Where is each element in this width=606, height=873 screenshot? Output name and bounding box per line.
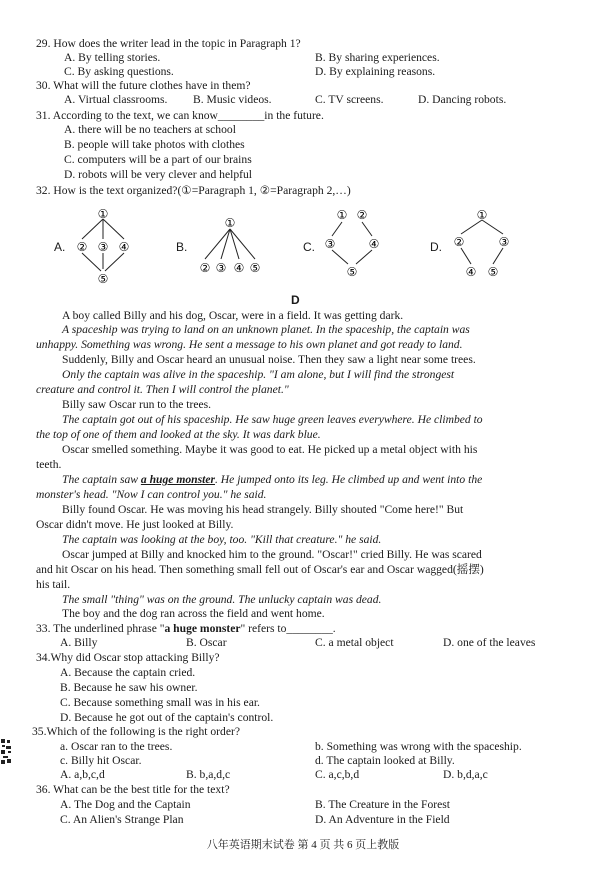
passage-line: The boy and the dog ran across the field and went home. xyxy=(62,607,325,620)
passage-line: his tail. xyxy=(36,578,71,591)
passage-line: teeth. xyxy=(36,458,62,471)
q34-stem: 34.Why did Oscar stop attacking Billy? xyxy=(36,651,220,664)
qr-code-icon xyxy=(0,738,13,766)
passage-fragment: . He jumped onto its leg. He climbed up and went into the xyxy=(215,473,483,486)
q32-option-a-label[interactable]: A. xyxy=(54,240,66,254)
passage-line: Billy found Oscar. He was moving his head strangely. Billy shouted "Come here!" But xyxy=(62,503,464,516)
q34-option-b[interactable]: B. Because he saw his owner. xyxy=(60,681,198,694)
passage-line: creature and control it. Then I will control the planet." xyxy=(36,383,289,396)
q33-stem-post: " refers to________. xyxy=(240,622,336,635)
q35-event-d: d. The captain looked at Billy. xyxy=(315,754,455,767)
q36-stem: 36. What can be the best title for the text? xyxy=(36,783,230,796)
q34-option-c[interactable]: C. Because something small was in his ear. xyxy=(60,696,260,709)
node-5: ⑤ xyxy=(346,265,358,279)
node-4: ④ xyxy=(118,240,130,254)
q36-option-c[interactable]: C. An Alien's Strange Plan xyxy=(60,813,184,826)
section-heading-d: D xyxy=(291,293,300,307)
q29-stem: 29. How does the writer lead in the topic in Paragraph 1? xyxy=(36,37,301,50)
q30-option-d[interactable]: D. Dancing robots. xyxy=(418,93,507,106)
node-4: ④ xyxy=(368,237,380,251)
node-5: ⑤ xyxy=(249,261,261,275)
page-footer: 八年英语期末试卷 第 4 页 共 6 页上教版 xyxy=(206,839,400,851)
q31-option-b[interactable]: B. people will take photos with clothes xyxy=(64,138,245,151)
q29-option-c[interactable]: C. By asking questions. xyxy=(64,65,174,78)
q33-option-b[interactable]: B. Oscar xyxy=(186,636,227,649)
q32-option-b-label[interactable]: B. xyxy=(176,240,188,254)
passage-line: A spaceship was trying to land on an unknown planet. In the spaceship, the captain was xyxy=(62,323,470,336)
node-1: ① xyxy=(97,207,109,221)
passage-line xyxy=(62,473,482,487)
passage-line: unhappy. Something was wrong. He sent a message to his own planet and got ready to land. xyxy=(36,338,463,351)
q31-option-a[interactable]: A. there will be no teachers at school xyxy=(64,123,236,136)
q33-option-c[interactable]: C. a metal object xyxy=(315,636,394,649)
node-1: ① xyxy=(224,216,236,230)
q31-stem: 31. According to the text, we can know________in the future. xyxy=(36,109,324,122)
passage-line: Suddenly, Billy and Oscar heard an unusual noise. Then they saw a light near some trees. xyxy=(62,353,476,366)
q35-event-b: b. Something was wrong with the spaceship. xyxy=(315,740,522,753)
node-3: ③ xyxy=(97,240,109,254)
q33-stem xyxy=(36,622,336,636)
q32-option-c-label[interactable]: C. xyxy=(303,240,315,254)
node-5: ⑤ xyxy=(97,272,109,286)
node-2: ② xyxy=(76,240,88,254)
passage-line: and hit Oscar on his head. Then something small fell out of Oscar's ear and Oscar wagged(摇摆) xyxy=(36,563,484,576)
node-3: ③ xyxy=(324,237,336,251)
passage-line: Oscar didn't move. He just looked at Billy. xyxy=(36,518,234,531)
node-1: ① xyxy=(336,208,348,222)
q29-option-a[interactable]: A. By telling stories. xyxy=(64,51,161,64)
q35-option-d[interactable]: D. b,d,a,c xyxy=(443,768,488,781)
q36-option-b[interactable]: B. The Creature in the Forest xyxy=(315,798,451,811)
q31-option-c[interactable]: C. computers will be a part of our brains xyxy=(64,153,252,166)
passage-line: Billy saw Oscar run to the trees. xyxy=(62,398,212,411)
passage-line: The captain was looking at the boy, too. "Kill that creature." he said. xyxy=(62,533,382,546)
q35-stem: 35.Which of the following is the right order? xyxy=(32,725,240,738)
q35-option-a[interactable]: A. a,b,c,d xyxy=(60,768,105,781)
q33-stem-phrase: a huge monster xyxy=(164,622,241,635)
node-3: ③ xyxy=(215,261,227,275)
passage-line: The small "thing" was on the ground. The unlucky captain was dead. xyxy=(62,593,382,606)
q35-option-b[interactable]: B. b,a,d,c xyxy=(186,768,231,781)
node-2: ② xyxy=(356,208,368,222)
q33-option-a[interactable]: A. Billy xyxy=(60,636,98,649)
q35-event-c: c. Billy hit Oscar. xyxy=(60,754,142,767)
q29-option-b[interactable]: B. By sharing experiences. xyxy=(315,51,440,64)
q30-stem: 30. What will the future clothes have in them? xyxy=(36,79,251,92)
q34-option-a[interactable]: A. Because the captain cried. xyxy=(60,666,196,679)
q30-option-c[interactable]: C. TV screens. xyxy=(315,93,384,106)
node-3: ③ xyxy=(498,235,510,249)
passage-line: Oscar jumped at Billy and knocked him to the ground. "Oscar!" cried Billy. He was scared xyxy=(62,548,482,561)
passage-line: monster's head. "Now I can control you." he said. xyxy=(36,488,267,501)
q33-option-d[interactable]: D. one of the leaves xyxy=(443,636,536,649)
q34-option-d[interactable]: D. Because he got out of the captain's control. xyxy=(60,711,274,724)
q36-option-a[interactable]: A. The Dog and the Captain xyxy=(60,798,191,811)
passage-line: A boy called Billy and his dog, Oscar, were in a field. It was getting dark. xyxy=(62,309,404,322)
node-4: ④ xyxy=(233,261,245,275)
node-2: ② xyxy=(453,235,465,249)
q35-option-c[interactable]: C. a,c,b,d xyxy=(315,768,360,781)
passage-line: The captain got out of his spaceship. He saw huge green leaves everywhere. He climbed to xyxy=(62,413,483,426)
passage-line: Only the captain was alive in the spaceship. "I am alone, but I will find the strongest xyxy=(62,368,455,381)
node-1: ① xyxy=(476,208,488,222)
q30-option-a[interactable]: A. Virtual classrooms. xyxy=(64,93,168,106)
passage-fragment: The captain saw xyxy=(62,473,141,486)
underlined-phrase: a huge monster xyxy=(140,473,215,486)
q33-stem-pre: 33. The underlined phrase " xyxy=(36,622,165,635)
node-2: ② xyxy=(199,261,211,275)
q32-stem: 32. How is the text organized?(①=Paragraph 1, ②=Paragraph 2,…) xyxy=(36,184,351,197)
passage-line: the top of one of them and looked at the sky. It was dark blue. xyxy=(36,428,321,441)
q29-option-d[interactable]: D. By explaining reasons. xyxy=(315,65,436,78)
node-4: ④ xyxy=(465,265,477,279)
q36-option-d[interactable]: D. An Adventure in the Field xyxy=(315,813,450,826)
q31-option-d[interactable]: D. robots will be very clever and helpful xyxy=(64,168,253,181)
q32-diagram-c xyxy=(318,206,388,280)
q32-option-d-label[interactable]: D. xyxy=(430,240,442,254)
q32-diagram-d xyxy=(447,206,517,280)
q35-event-a: a. Oscar ran to the trees. xyxy=(60,740,173,753)
q32-diagram-a xyxy=(68,205,138,287)
q32-diagram-b xyxy=(195,214,265,276)
passage-line: Oscar smelled something. Maybe it was good to eat. He picked up a metal object with his xyxy=(62,443,478,456)
q30-option-b[interactable]: B. Music videos. xyxy=(193,93,272,106)
node-5: ⑤ xyxy=(487,265,499,279)
